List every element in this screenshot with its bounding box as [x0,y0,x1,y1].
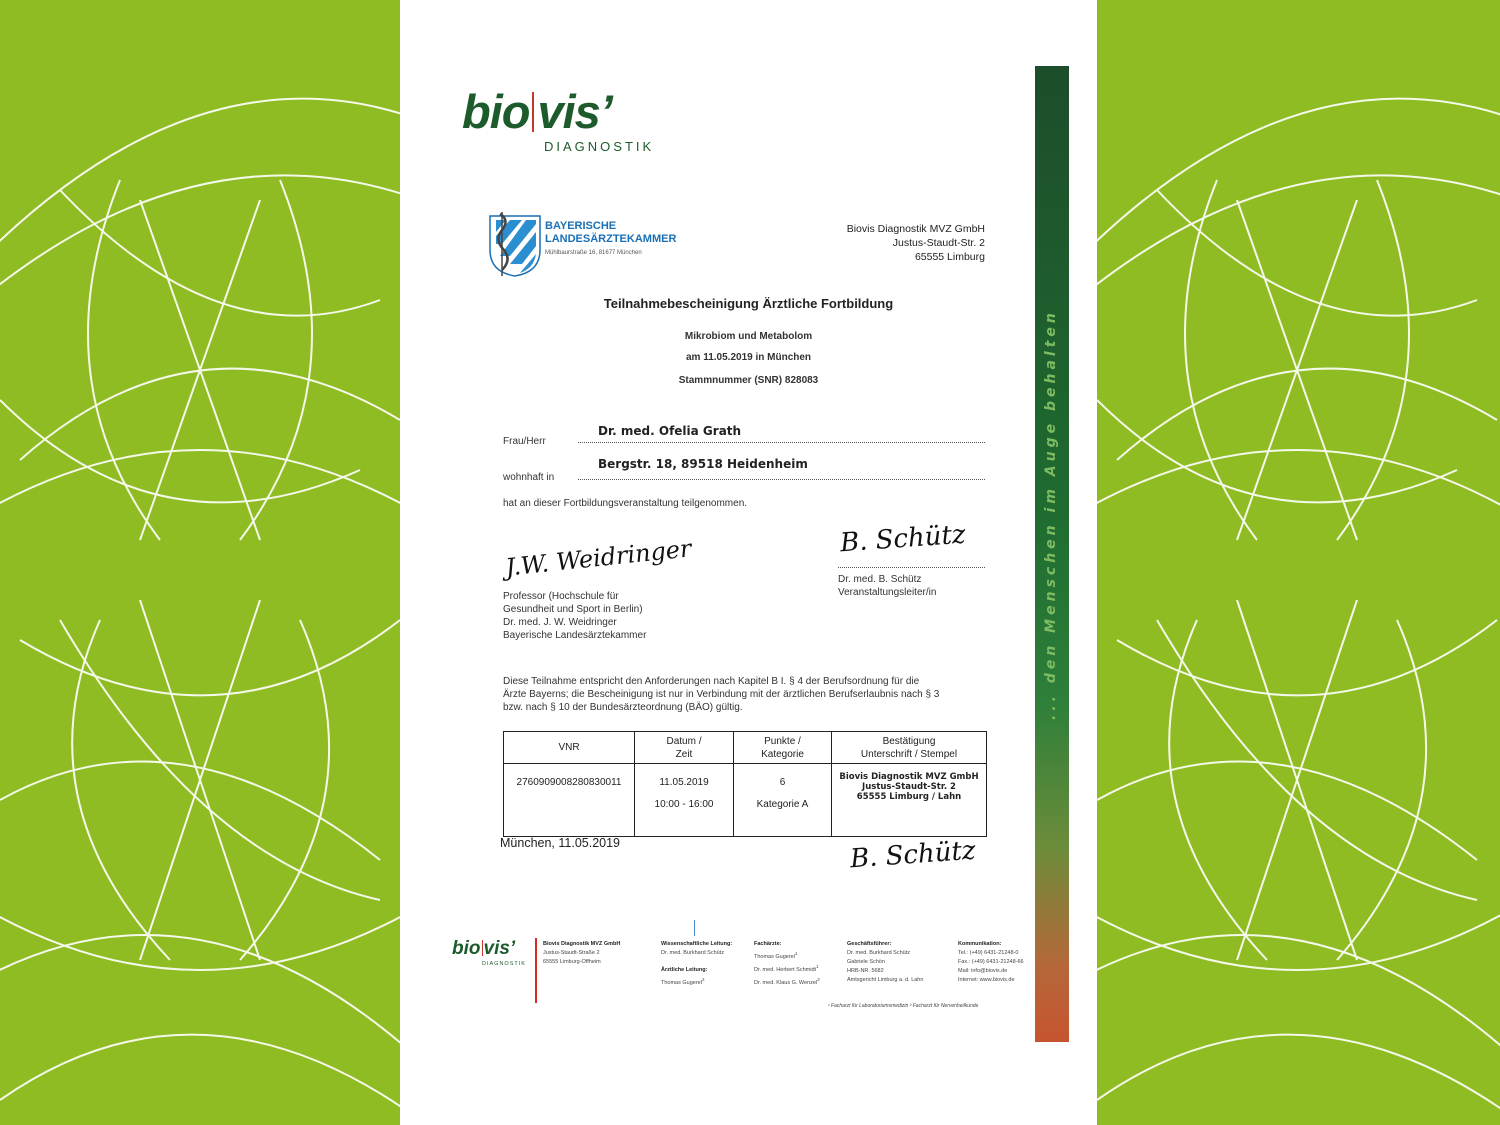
participant-name-label: Frau/Herr [503,436,546,447]
certificate-document [400,0,1097,1125]
participant-name: Dr. med. Ofelia Grath [598,424,742,438]
left-decorative-panel [0,0,400,1125]
company-stamp: Biovis Diagnostik MVZ GmbH Justus-Staudt-Str. 2 65555 Limburg / Lahn [839,772,979,802]
footer-footnote: ¹ Facharzt für Laboratoriumsmedizin ² Facharzt für Nervenheilkunde [828,1003,979,1009]
biovis-logo: bio vis’ [462,85,612,138]
footer-logo-subtitle: DIAGNOSTIK [482,961,526,967]
signature-weidringer: J.W. Weidringer [504,534,693,582]
participant-address: Bergstr. 18, 89518 Heidenheim [598,457,808,471]
vnr-table [503,731,987,837]
stamp-cell [832,764,987,837]
biovis-logo-subtitle: DIAGNOSTIK [544,139,655,154]
company-address: Biovis Diagnostik MVZ GmbH Justus-Staudt-Str. 2 65555 Limburg [846,223,985,263]
footer-company: Biovis Diagnostik MVZ GmbH Justus-Staudt-Straße 2 65555 Limburg-Offheim [543,941,621,965]
header-points: Punkte / Kategorie [734,732,832,764]
right-decorative-panel [1097,0,1500,1125]
table-row [504,764,987,837]
footer-logo: bio vis’ [452,938,516,959]
header-date-time: Datum / Zeit [635,732,734,764]
fold-mark [694,920,695,936]
certificate-title: Teilnahmebescheinigung Ärztliche Fortbildung [603,296,894,311]
participant-address-label: wohnhaft in [503,472,555,483]
chamber-address: Mühlbaurstraße 16, 81677 München [545,250,642,256]
place-date: München, 11.05.2019 [500,836,621,850]
header-vnr: VNR [504,732,635,764]
chamber-name: BAYERISCHE LANDESÄRZTEKAMMER [545,220,677,245]
vnr-number: 2760909008280830011 [504,764,635,837]
line-pattern-right [1097,0,1500,1125]
compliance-statement: Diese Teilnahme entspricht den Anforderungen nach Kapitel B I. § 4 der Berufsordnung für die Ärzte Bayerns; die Bescheinigung ist nur in Verbindung mit der ärztlichen Berufserlaubnis nach § 3 bzw. nach § 10 der Bundesärzteordnung (BÄO) gültig. [503,676,940,713]
signature-dotted-line [838,567,985,568]
footer-management: Geschäftsführer: Dr. med. Burkhard Schütz Gabriele Schön HRB-NR. 5682 Amtsgericht Limburg a. d. Lahn [847,941,924,983]
footer-red-divider [535,938,537,1003]
table-header-row [504,732,987,764]
signature-schuetz: B. Schütz [839,519,967,559]
line-pattern-left [0,0,400,1125]
signature-schuetz-bottom: B. Schütz [849,835,977,875]
course-snr: Stammnummer (SNR) 828083 [678,375,819,386]
address-dotted-line [578,479,985,480]
header-confirmation: Bestätigung Unterschrift / Stempel [832,732,987,764]
footer-science: Wissenschaftliche Leitung: Dr. med. Burkhard Schütz Ärztliche Leitung: Thomas Gugerel$^2$ [661,941,733,986]
band-slogan: ... den Menschen im Auge behalten [1043,309,1059,720]
attendance-statement: hat an dieser Fortbildungsveranstaltung teilgenommen. [503,498,748,509]
footer-doctors: Fachärzte: Thomas Gugerel$^1$ Dr. med. Herbert Schmidt$^1$ Dr. med. Klaus G. Wenzel$^2$ [754,941,820,986]
footer-contact: Kommunikation: Tel.: (+49) 6431-21248-0 Fax.: (+49) 6431-21248-66 Mail: info@biovis.de Internet: www.biovis.de [958,941,1024,983]
name-dotted-line [578,442,985,443]
signer-left: Professor (Hochschule für Gesundheit und Sport in Berlin) Dr. med. J. W. Weidringer Bayerische Landesärztekammer [503,591,647,641]
points-cell: 6 Kategorie A [734,764,832,837]
course-topic: Mikrobiom und Metabolom [684,331,813,342]
signer-right: Dr. med. B. Schütz Veranstaltungsleiter/in [838,574,937,598]
course-date-place: am 11.05.2019 in München [685,352,812,363]
date-time-cell: 11.05.2019 10:00 - 16:00 [635,764,734,837]
